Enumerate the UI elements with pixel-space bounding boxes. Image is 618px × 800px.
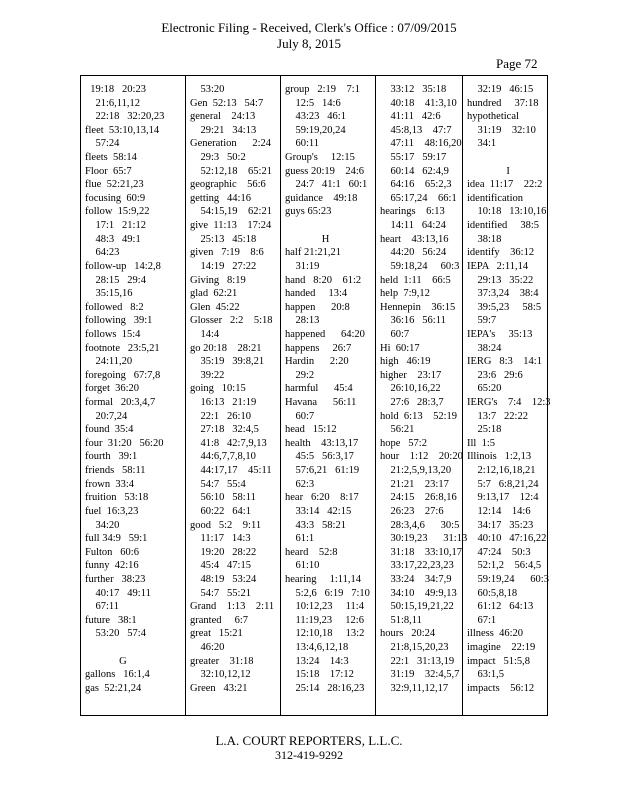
index-entry-line: guess 20:19 24:6 <box>285 165 365 177</box>
index-entry-line: frown 33:4 <box>85 478 134 490</box>
index-entry-line: fuel 16:3,23 <box>85 505 139 517</box>
index-entry-line: 19:18 20:23 <box>85 84 146 95</box>
index-entry-line: 26:10,16,22 <box>380 383 441 395</box>
index-entry-line: 30:19,23 31:13 <box>380 533 468 545</box>
index-entry-line: 44:20 56:24 <box>380 247 447 259</box>
index-entry-line: geographic 56:6 <box>190 179 266 191</box>
index-entry-line: 32:9,11,12,17 <box>380 682 449 694</box>
index-entry-line: 67:11 <box>85 601 120 613</box>
index-entry-line: 59:19,24 60:3 <box>467 573 549 585</box>
index-entry-line: funny 42:16 <box>85 560 139 572</box>
index-entry-line: 40:17 49:11 <box>85 587 151 599</box>
index-entry-line: 5:2,6 6:19 7:10 <box>285 587 370 599</box>
index-entry-line: Group's 12:15 <box>285 152 355 164</box>
index-entry-line: idea 11:17 22:2 <box>467 179 543 191</box>
index-entry-line: 31:19 32:10 <box>467 124 536 136</box>
index-entry-line: 52:12,18 65:21 <box>190 165 272 177</box>
index-entry-line: 52:1,2 56:4,5 <box>467 560 542 572</box>
index-entry-line: 45:8,13 47:7 <box>380 124 452 136</box>
index-entry-line: 11:19,23 12:6 <box>285 614 364 626</box>
index-entry-line: guidance 49:18 <box>285 192 358 204</box>
index-entry-line: follows 15:4 <box>85 328 141 340</box>
index-entry-line: 23:6 29:6 <box>467 369 523 381</box>
index-entry-line: follow-up 14:2,8 <box>85 260 161 272</box>
index-entry-line: 33:24 34:7,9 <box>380 573 452 585</box>
index-entry-line: foregoing 67:7,8 <box>85 369 161 381</box>
index-entry-line: 61:12 64:13 <box>467 601 534 613</box>
index-entry-line: 24:7 41:1 60:1 <box>285 179 368 191</box>
index-entry-line: hand 8:20 61:2 <box>285 274 362 286</box>
index-entry-line: 27:6 28:3,7 <box>380 397 444 409</box>
index-entry-line: 13:7 22:22 <box>467 410 528 422</box>
index-entry-line: 39:5,23 58:5 <box>467 301 542 313</box>
index-entry-line: 12:10,18 13:2 <box>285 628 365 640</box>
index-entry-line: 47:11 48:16,20 <box>380 138 462 150</box>
index-entry-line: 35:19 39:8,21 <box>190 356 265 368</box>
index-entry-line: Floor 65:7 <box>85 165 132 177</box>
index-column-1 <box>81 76 185 715</box>
index-entry-line: group 2:19 7:1 <box>285 84 360 95</box>
index-entry-line: give 11:13 17:24 <box>190 220 272 232</box>
index-entry-line: hold 6:13 52:19 <box>380 410 458 422</box>
index-entry-line: 43:23 46:1 <box>285 111 346 123</box>
index-entry-line: Generation 2:24 <box>190 138 272 150</box>
index-entry-line: impact 51:5,8 <box>467 655 530 667</box>
index-entry-line: 39:22 <box>190 369 225 381</box>
index-entry-line: 60:5,8,18 <box>467 587 518 599</box>
index-column-3 <box>280 76 375 715</box>
index-entry-line: 29:21 34:13 <box>190 124 257 136</box>
index-entry-line: 56:10 58:11 <box>190 492 256 504</box>
index-entry-line: 60:7 <box>285 410 315 422</box>
index-entry-line: help 7:9,12 <box>380 288 430 300</box>
index-entry-line: four 31:20 56:20 <box>85 437 164 449</box>
index-entry-line: 33:12 35:18 <box>380 84 447 95</box>
index-entry-line: 60:22 64:1 <box>190 505 251 517</box>
index-entry-line: 2:12,16,18,21 <box>467 465 536 477</box>
index-entry-line: 46:20 <box>190 641 225 653</box>
index-entry-line: 12:14 14:6 <box>467 505 531 517</box>
index-entry-line: Hennepin 36:15 <box>380 301 456 313</box>
index-entry-line: hearing 1:11,14 <box>285 573 362 585</box>
index-entry-line: 64:16 65:2,3 <box>380 179 452 191</box>
index-entry-line: 28:15 29:4 <box>85 274 146 286</box>
index-entry-line: 53:20 57:4 <box>85 628 146 640</box>
index-entry-line: follow 15:9,22 <box>85 206 150 218</box>
index-entry-line: gallons 16:1,4 <box>85 669 150 681</box>
index-entry-line: half 21:21,21 <box>285 247 341 259</box>
index-entry-line: 54:7 55:4 <box>190 478 246 490</box>
index-entry-line: hypothetical <box>467 111 519 123</box>
index-entry-line: hearings 6:13 <box>380 206 445 218</box>
index-entry-line: full 34:9 59:1 <box>85 533 148 545</box>
index-entry-line: 17:1 21:12 <box>85 220 146 232</box>
index-entry-line: hours 20:24 <box>380 628 436 640</box>
index-entry-line: 34:1 <box>467 138 497 150</box>
index-entry-line: 61:1 <box>285 533 315 545</box>
index-entry-line: illness 46:20 <box>467 628 524 640</box>
index-entry-line: 22:18 32:20,23 <box>85 111 165 123</box>
index-entry-line: 37:3,24 38:4 <box>467 288 539 300</box>
index-entry-line: 13:24 14:3 <box>285 655 349 667</box>
index-entry-line: good 5:2 9:11 <box>190 519 262 531</box>
index-entry-line: 48:3 49:1 <box>85 233 141 245</box>
index-entry-line: harmful 45:4 <box>285 383 353 395</box>
index-entry-line: 22:1 26:10 <box>190 410 251 422</box>
index-entry-line: 54:7 55:21 <box>190 587 251 599</box>
index-entry-line: fleet 53:10,13,14 <box>85 124 160 136</box>
index-entry-line: IERG 8:3 14:1 <box>467 356 542 368</box>
index-entry-line: identification <box>467 192 523 204</box>
index-entry-line: forget 36:20 <box>85 383 140 395</box>
index-entry-line: 28:3,4,6 30:5 <box>380 519 460 531</box>
index-entry-line: 21:2,5,9,13,20 <box>380 465 452 477</box>
index-entry-line: health 43:13,17 <box>285 437 359 449</box>
index-column-2 <box>185 76 280 715</box>
index-entry-line: 31:19 32:4,5,7 <box>380 669 460 681</box>
index-entry-line: Giving 8:19 <box>190 274 246 286</box>
index-entry-line: 15:18 17:12 <box>285 669 354 681</box>
index-entry-line: found 35:4 <box>85 424 134 436</box>
index-entry-line: hope 57:2 <box>380 437 427 449</box>
index-entry-line: 25:14 28:16,23 <box>285 682 365 694</box>
index-entry-line: gas 52:21,24 <box>85 682 142 694</box>
index-entry-line: 31:19 <box>285 260 320 272</box>
index-entry-line: I <box>467 165 510 177</box>
index-entry-line: 45:5 56:3,17 <box>285 451 354 463</box>
index-entry-line: 12:5 14:6 <box>285 97 341 109</box>
court-reporter-phone: 312-419-9292 <box>275 748 343 762</box>
index-entry-line <box>467 151 549 165</box>
index-entry-line: great 15:21 <box>190 628 243 640</box>
index-entry-line: hundred 37:18 <box>467 97 539 109</box>
index-entry-line: further 38:23 <box>85 573 146 585</box>
index-entry-line: going 10:15 <box>190 383 246 395</box>
index-entry-line: IEPA 2:11,14 <box>467 260 529 272</box>
index-entry-line: 13:4,6,12,18 <box>285 641 349 653</box>
index-entry-line: 19:20 28:22 <box>190 546 257 558</box>
index-entry-line: 59:18,24 60:3 <box>380 260 460 272</box>
index-entry-line: 28:13 <box>285 315 320 327</box>
index-entry-line: given 7:19 8:6 <box>190 247 264 259</box>
court-reporter-name: L.A. COURT REPORTERS, L.L.C. <box>215 733 403 748</box>
index-entry-line: IEPA's 35:13 <box>467 328 533 340</box>
page-number: Page 72 <box>496 56 538 71</box>
index-entry-line: hour 1:12 20:20 <box>380 451 463 463</box>
index-entry-line: 48:19 53:24 <box>190 573 257 585</box>
index-entry-line: Fulton 60:6 <box>85 546 139 558</box>
index-entry-line: 38:18 <box>467 233 502 245</box>
index-entry-line: general 24:13 <box>190 111 256 123</box>
index-entry-line: fourth 39:1 <box>85 451 138 463</box>
index-entry-line: 22:1 31:13,19 <box>380 655 455 667</box>
index-entry-line: H <box>285 233 330 245</box>
index-entry-line: 60:7 <box>380 328 410 340</box>
index-entry-line <box>285 219 375 233</box>
index-entry-line: 33:17,22,23,23 <box>380 560 454 572</box>
index-entry-line: higher 23:17 <box>380 369 442 381</box>
index-entry-line: 61:10 <box>285 560 320 572</box>
index-entry-line: head 15:12 <box>285 424 337 436</box>
index-entry-line: impacts 56:12 <box>467 682 535 694</box>
index-entry-line: IERG's 7:4 12:3 <box>467 397 551 409</box>
index-entry-line: Grand 1:13 2:11 <box>190 601 275 613</box>
index-entry-line: Glen 45:22 <box>190 301 240 313</box>
index-entry-line: 9:13,17 12:4 <box>467 492 539 504</box>
index-entry-line: 25:13 45:18 <box>190 233 257 245</box>
index-entry-line: handed 13:4 <box>285 288 348 300</box>
document-date: July 8, 2015 <box>277 36 341 51</box>
index-entry-line: Ill 1:5 <box>467 437 495 449</box>
index-entry-line: 60:11 <box>285 138 320 150</box>
index-entry-line: 24:15 26:8,16 <box>380 492 457 504</box>
index-entry-line: 60:14 62:4,9 <box>380 165 449 177</box>
index-entry-line: 14:11 64:24 <box>380 220 446 232</box>
index-entry-line <box>85 641 185 655</box>
index-entry-line: 51:8,11 <box>380 614 422 626</box>
index-entry-line: 59:7 <box>467 315 497 327</box>
index-entry-line: 20:7,24 <box>85 410 128 422</box>
index-entry-line: hear 6:20 8:17 <box>285 492 359 504</box>
index-entry-line: 32:10,12,12 <box>190 669 251 681</box>
index-entry-line: imagine 22:19 <box>467 641 536 653</box>
index-entry-line: fruition 53:18 <box>85 492 149 504</box>
index-entry-line: 44:17,17 45:11 <box>190 465 272 477</box>
index-entry-line: 34:20 <box>85 519 120 531</box>
index-entry-line: glad 62:21 <box>190 288 238 300</box>
index-entry-line: 14:4 <box>190 328 220 340</box>
index-entry-line: 24:11,20 <box>85 356 133 368</box>
index-entry-line: 21:21 23:17 <box>380 478 449 490</box>
index-entry-line: 10:12,23 11:4 <box>285 601 364 613</box>
index-entry-line: Hi 60:17 <box>380 342 420 354</box>
index-entry-line: 32:19 46:15 <box>467 84 534 95</box>
index-entry-line: 64:23 <box>85 247 120 259</box>
index-entry-line: 65:17,24 66:1 <box>380 192 457 204</box>
index-entry-line: 35:15,16 <box>85 288 133 300</box>
index-entry-line: Glosser 2:2 5:18 <box>190 315 273 327</box>
index-entry-line: 10:18 13:10,16 <box>467 206 547 218</box>
index-entry-line: 50:15,19,21,22 <box>380 601 454 613</box>
filing-stamp-header: Electronic Filing - Received, Clerk's Office : 07/09/2015 <box>161 20 457 35</box>
index-entry-line: flue 52:21,23 <box>85 179 144 191</box>
index-entry-line: 57:6,21 61:19 <box>285 465 360 477</box>
index-entry-line: 25:18 <box>467 424 502 436</box>
index-entry-line: Green 43:21 <box>190 682 248 694</box>
index-entry-line: focusing 60:9 <box>85 192 146 204</box>
index-entry-line: granted 6:7 <box>190 614 249 626</box>
index-entry-line: Havana 56:11 <box>285 397 357 409</box>
index-entry-line: 47:24 50:3 <box>467 546 531 558</box>
index-entry-line: 29:3 50:2 <box>190 152 246 164</box>
index-column-5 <box>462 76 549 715</box>
index-entry-line: go 20:18 28:21 <box>190 342 262 354</box>
index-entry-line: Hardin 2:20 <box>285 356 349 368</box>
index-entry-line: 29:2 <box>285 369 315 381</box>
index-entry-line: 27:18 32:4,5 <box>190 424 259 436</box>
index-entry-line: 54:15,19 62:21 <box>190 206 272 218</box>
index-entry-line: heart 43:13,16 <box>380 233 449 245</box>
index-entry-line: Illinois 1:2,13 <box>467 451 532 463</box>
index-entry-line: following 39:1 <box>85 315 153 327</box>
index-entry-line: 67:1 <box>467 614 497 626</box>
index-entry-line: 29:13 35:22 <box>467 274 534 286</box>
index-column-4 <box>375 76 468 715</box>
index-entry-line: 59:19,20,24 <box>285 124 346 136</box>
index-entry-line: guys 65:23 <box>285 206 332 218</box>
index-entry-line: 34:10 49:9,13 <box>380 587 457 599</box>
index-entry-line: 16:13 21:19 <box>190 397 257 409</box>
index-entry-line: 26:23 27:6 <box>380 505 444 517</box>
index-entry-line: 62:3 <box>285 478 315 490</box>
index-entry-line: G <box>85 655 127 667</box>
index-entry-line: getting 44:16 <box>190 192 251 204</box>
index-entry-line: identified 38:5 <box>467 220 540 232</box>
index-entry-line: formal 20:3,4,7 <box>85 397 156 409</box>
index-entry-line: high 46:19 <box>380 356 431 368</box>
index-entry-line: 38:24 <box>467 342 502 354</box>
index-entry-line: fleets 58:14 <box>85 152 137 164</box>
index-entry-line: 44:6,7,7,8,10 <box>190 451 256 463</box>
index-entry-line: 14:19 27:22 <box>190 260 257 272</box>
index-entry-line: 65:20 <box>467 383 502 395</box>
index-entry-line: 53:20 <box>190 84 225 95</box>
index-entry-line: friends 58:11 <box>85 465 146 477</box>
index-entry-line: 21:6,11,12 <box>85 97 141 109</box>
index-entry-line: 33:14 42:15 <box>285 505 352 517</box>
index-entry-line: 41:8 42:7,9,13 <box>190 437 267 449</box>
index-entry-line: 63:1,5 <box>467 669 505 681</box>
index-entry-line: 36:16 56:11 <box>380 315 446 327</box>
index-entry-line: 31:18 33:10,17 <box>380 546 462 558</box>
index-entry-line: 5:7 6:8,21,24 <box>467 478 539 490</box>
index-entry-line: Gen 52:13 54:7 <box>190 97 264 109</box>
index-entry-line: 40:10 47:16,22 <box>467 533 547 545</box>
index-entry-line: happened 64:20 <box>285 328 365 340</box>
index-entry-line: 45:4 47:15 <box>190 560 251 572</box>
index-entry-line: happen 20:8 <box>285 301 350 313</box>
index-entry-line: footnote 23:5,21 <box>85 342 160 354</box>
index-entry-line: held 1:11 66:5 <box>380 274 451 286</box>
index-entry-line: happens 26:7 <box>285 342 352 354</box>
index-entry-line: 56:21 <box>380 424 415 436</box>
index-entry-line: followed 8:2 <box>85 301 144 313</box>
index-entry-line: greater 31:18 <box>190 655 254 667</box>
index-entry-line: 34:17 35:23 <box>467 519 534 531</box>
index-entry-line: 43:3 58:21 <box>285 519 346 531</box>
index-entry-line: 11:17 14:3 <box>190 533 251 545</box>
index-entry-line: heard 52:8 <box>285 546 338 558</box>
index-entry-line: 55:17 59:17 <box>380 152 447 164</box>
word-index-table <box>80 75 551 716</box>
index-entry-line: 41:11 42:6 <box>380 111 441 123</box>
index-entry-line: 57:24 <box>85 138 120 150</box>
index-entry-line: 21:8,15,20,23 <box>380 641 449 653</box>
index-entry-line: future 38:1 <box>85 614 137 626</box>
index-entry-line: 40:18 41:3,10 <box>380 97 457 109</box>
index-entry-line: identify 36:12 <box>467 247 535 259</box>
